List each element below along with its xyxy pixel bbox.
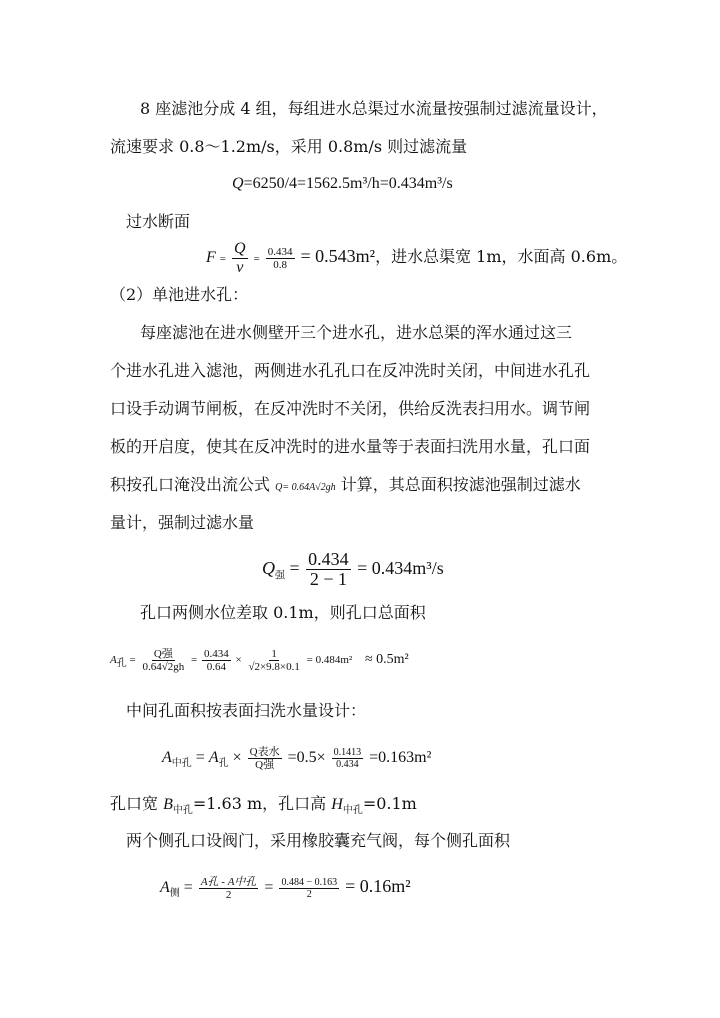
p2-line5-formula: Q= 0.64A√2gh [275,482,336,493]
eq-f-result: = 0.543m² [300,245,376,266]
eq-a-result: = 0.484m² [306,654,353,666]
eq-as-result: = 0.16m² [345,876,411,896]
eq-a-equals-2: = [191,654,198,666]
eq-qq-frac [306,550,351,591]
eq-a-equals: = [129,654,136,666]
eq-q-lhs: Q [232,175,244,192]
paragraph-2-line-6: 量计，强制过滤水量 [110,513,255,532]
eq-f-num-1: Q [234,240,246,257]
paragraph-2-line-4: 板的开启度，使其在反冲洗时的进水量等于表面扫洗用水量，孔口面 [110,437,591,456]
equation-f [206,240,627,276]
eq-q-rhs: =6250/4=1562.5m³/h=0.434m³/s [243,175,453,192]
eq-as-equals-2: = [264,879,274,896]
eq-f-frac-2 [266,246,295,271]
eq-am-equals: = [195,749,205,766]
eq-as-num-2: 0.484 − 0.163 [281,876,338,888]
eq-f-frac-1 [232,240,248,276]
eq-qq-lhs-sub: 强 [275,570,285,582]
eq-f-text: ，进水总渠宽 1m，水面高 0.6m。 [375,246,628,266]
eq-f-lhs: F [206,248,216,266]
eq-am-lhs-sub: 中孔 [171,758,192,770]
eq-am-a: A [208,749,219,766]
p5-width-label: 孔口宽 [110,794,164,813]
p2-line5-a: 积按孔口淹没出流公式 [110,475,276,494]
eq-as-den-1: 2 [225,888,232,901]
eq-qq-lhs: Q [262,558,275,578]
eq-qq-result: = 0.434m³/s [357,558,444,578]
p5-b-var: B [163,796,173,813]
eq-am-lhs: A [162,749,172,766]
eq-as-den-2: 2 [306,888,312,900]
eq-a-den-1: 0.64√2gh [142,660,185,673]
eq-as-lhs-sub: 侧 [169,888,180,900]
eq-as-equals: = [183,879,193,896]
p5-h-var: H [331,796,343,813]
section-flow-area: 过水断面 [126,212,191,231]
eq-am-den-1: Q强 [255,758,275,771]
paragraph-5 [110,793,417,822]
equation-q [232,173,453,195]
eq-am-result: =0.163m² [369,749,432,766]
eq-f-den-2: 0.8 [273,258,288,271]
paragraph-1-line-1: 8 座滤池分成 4 组，每组进水总渠过水流量按强制过滤流量设计， [140,99,608,118]
eq-qq-equals: = [289,558,300,578]
eq-a-lhs-sub: 孔 [116,658,127,670]
eq-f-equals-2: = [253,252,260,265]
eq-am-frac-1 [248,746,282,771]
eq-a-num-3: 1 [271,647,277,660]
equation-a-side [160,866,411,914]
eq-am-a-sub: 孔 [218,758,229,770]
eq-qq-num: 0.434 [308,548,349,569]
eq-a-den-2: 0.64 [206,660,226,673]
eq-am-num-1: Q表水 [249,745,280,758]
equation-q-forced [262,548,444,597]
paragraph-2-line-5 [110,474,581,499]
p2-line5-b: 计算，其总面积按滤池强制过滤水 [335,475,581,494]
eq-a-frac-2 [202,648,231,673]
section-2-title: （2）单池进水孔： [110,285,249,304]
paragraph-3: 孔口两侧水位差取 0.1m，则孔口总面积 [140,603,426,622]
eq-a-frac-3 [246,648,301,673]
eq-f-num-2: 0.434 [267,245,293,258]
eq-a-num-1: Q强 [153,647,173,660]
paragraph-2-line-3: 口设手动调节闸板，在反冲洗时不关闭，供给反洗表扫用水。调节闸 [110,399,591,418]
eq-f-den-1: v [236,258,244,276]
eq-a-lhs: A [110,654,117,666]
eq-a-num-2: 0.434 [203,647,229,660]
eq-as-frac-2 [279,877,339,900]
eq-am-den-2: 0.434 [336,758,359,770]
eq-a-approx: ≈ 0.5m² [364,652,409,667]
eq-am-frac-2 [332,747,364,770]
p5-h-val: =0.1m [362,794,417,813]
eq-a-den-3: √2×9.8×0.1 [248,660,300,673]
eq-f-equals: = [219,252,226,265]
paragraph-2-line-2: 个进水孔进入滤池，两侧进水孔孔口在反冲洗时关闭，中间进水孔孔 [110,361,591,380]
eq-am-mid: =0.5× [287,749,326,766]
paragraph-4: 中间孔面积按表面扫洗水量设计： [126,701,367,720]
eq-as-num-1: A孔 - A中孔 [200,875,257,888]
p5-h-sub: 中孔 [342,805,363,817]
eq-as-frac-1 [199,876,259,901]
equation-a-middle [162,738,431,784]
paragraph-6: 两个侧孔口设阀门，采用橡胶囊充气阀，每个侧孔面积 [126,831,511,850]
eq-am-num-2: 0.1413 [333,746,362,758]
equation-a-hole [110,642,409,682]
eq-a-times: × [235,654,242,666]
paragraph-2-line-1: 每座滤池在进水侧壁开三个进水孔，进水总渠的浑水通过这三 [140,323,573,342]
eq-as-lhs: A [160,879,170,896]
paragraph-1-line-2: 流速要求 0.8～1.2m/s，采用 0.8m/s 则过滤流量 [110,137,468,156]
p5-b-val: =1.63 m，孔口高 [192,794,332,813]
eq-a-frac-1 [140,648,186,673]
p5-b-sub: 中孔 [172,805,193,817]
eq-qq-den: 2 − 1 [309,569,347,590]
eq-am-times: × [232,749,242,766]
